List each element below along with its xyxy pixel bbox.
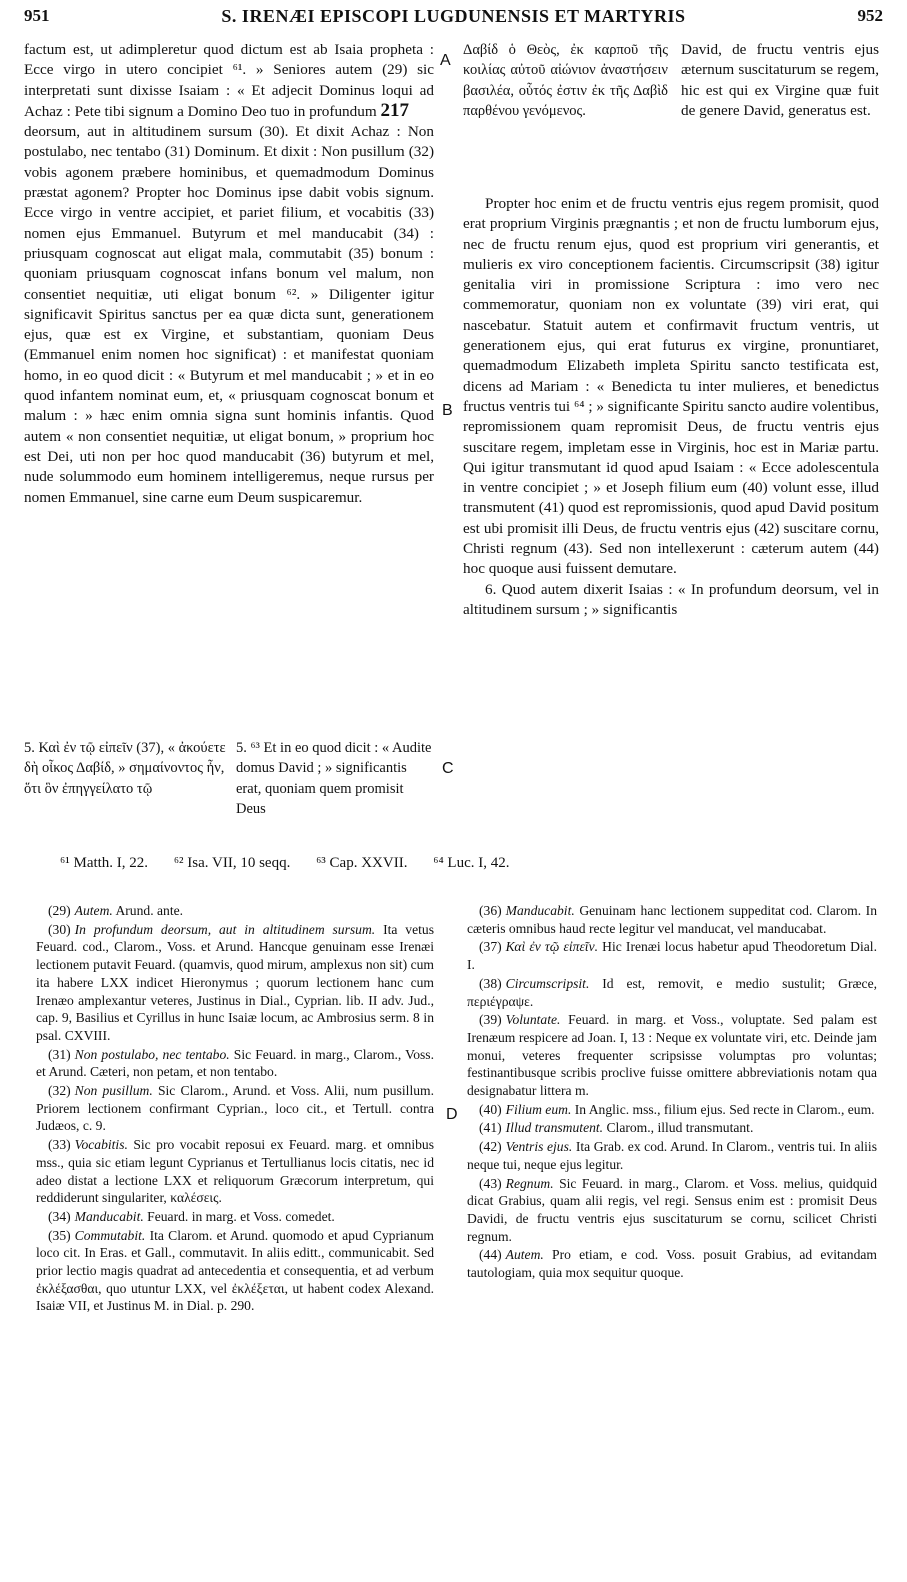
notes-left-column	[36, 902, 434, 1316]
margin-number-217: 217	[380, 99, 409, 121]
main-paragraph-1-cont: deorsum, aut in altitudinem sursum (30). Et dixit Achaz : Non postulabo, nec tentabo (31) Dominum. Et dixit : Non pusillum (32) vobis agonem præbere hominibus, et quemadmodum Dominus præstat agonem? Propter hoc Dominus ipse dabit vobis signum. Ecce virgo in ventre accipiet, et pariet filium, et vocabitis (33) nomen ejus Emmanuel. Butyrum et mel manducabit (34) : priusquam cognoscat aut eligat mala, commutabit (35) bonum : quoniam priusquam cognoscat infans bonum vel malum, non consentiet nequitiæ, uti eligat bonum ⁶². » Diligenter igitur significavit Spiritus sanctus per ea quæ dicta sunt, generationem ejus, quæ est ex Virgine, et substantiam, quoniam Deus (Emmanuel enim nomen hoc significat) : et manifestat quoniam homo, in eo quod dicit : « Butyrum et mel manducabit ; » et in eo quod infantem nominat eum, et, « priusquam cognoscat bonum et malum : » hæc enim omnia signa sunt hominis infantis. Quod autem « non consentiet nequitiæ, ut eligat bonum, » proprium hoc est Dei, uti non per hoc quod manducabit (36) butyrum et mel, nude solummodo eum hominem intelligeremus, neque rursus per nomen Emmanuel, sine carne eum Deum suspicaremur.	[24, 123, 434, 506]
margin-letter-a: A	[440, 52, 451, 69]
footnote: (39) Voluntate. Feuard. in marg. et Voss., voluptate. Sed palam est Irenæum respicere ad Joan. I, 13 : Neque ex voluntate viri, etc. Deinde jam monui, veteres frequenter scripsisse volumptas pro voluntas; festinantibusque scribis proclive fuisse omittere abbreviationis notam qua designabatur littera m.	[467, 1012, 877, 1099]
footnote: (34) Manducabit. Feuard. in marg. et Voss. comedet.	[48, 1208, 335, 1224]
footnote: (31) Non postulabo, nec tentabo. Sic Feuard. in marg., Clarom., Voss. et Arund. Cæteri, non petam, et non tentabo.	[36, 1046, 435, 1080]
right-paragraph-2: 6. Quod autem dixerit Isaias : « In profundum deorsum, vel in altitudinem sursum ; » significantis	[463, 580, 879, 618]
margin-letter-c: C	[442, 760, 454, 777]
footnote: (33) Vocabitis. Sic pro vocabit reposui ex Feuard. marg. et omnibus mss., quia sic etiam legunt Cyprianus et Tertullianus locis citatis, nec id adeo distat a lectione LXX et reliquorum Græcorum interpretum, qui reddiderunt singulariter, καλέσεις.	[36, 1137, 434, 1206]
scripture-references	[60, 855, 860, 872]
reference: ⁶⁴ Luc. I, 42.	[433, 855, 510, 871]
page-number-left: 951	[24, 6, 50, 25]
footnote: (44) Autem. Pro etiam, e cod. Voss. posuit Grabius, ad evitandam tautologiam, quia mox sequitur quoque.	[467, 1247, 877, 1281]
page-number-right: 952	[857, 6, 883, 25]
main-latin-column	[24, 40, 434, 508]
main-paragraph-1: factum est, ut adimpleretur quod dictum est ab Isaia propheta : Ecce virgo in utero concipiet ⁶¹. » Seniores autem (29) sic interpretati sunt dixisse Isaiam : « Et adjecit Dominus loqui ad Achaz : Pete tibi signum a Domino Deo tuo in profundum 217	[24, 41, 434, 121]
footnote: (36) Manducabit. Genuinam hanc lectionem suppeditat cod. Clarom. In cæteris omnibus haud recte legitur vel manducat, vel manducabat.	[467, 903, 877, 936]
footnote: (35) Commutabit. Ita Clarom. et Arund. quomodo et apud Cyprianum loco cit. In Eras. et Gall., commutavit. In aliis editt., communicabit. Sed prior lectio magis quadrat ad antecedentia et consequentia, et ad verbum ἐκλέξασθαι, quo utuntur LXX, vel ἐκλέξεται, ut habent codex Alexand. Isaiæ VII, et Justinus M. in Dial. p. 290.	[36, 1227, 434, 1314]
reference: ⁶² Isa. VII, 10 seqq.	[173, 855, 291, 871]
footnote: (37) Καὶ ἐν τῷ εἰπεῖν. Hic Irenæi locus habetur apud Theodoretum Dial. I.	[467, 939, 877, 973]
footnote: (43) Regnum. Sic Feuard. in marg., Clarom. et Voss. melius, quidquid dicat Grabius, quam alii regis, vel regi. Sensus enim est : promisit Deus Davidi, de fructu ventris ejus suscitaturum se cornu, scilicet Christi regnum.	[467, 1175, 877, 1244]
latin-parallel-column: David, de fructu ventris ejus æternum suscitaturum se regem, hic est qui ex Virgine quæ fuit de genere David, generatus est.	[681, 41, 879, 119]
section-5	[24, 738, 434, 838]
footnote: (32) Non pusillum. Sic Clarom., Arund. et Voss. Alii, num pusillum. Priorem lectionem confirmant Cyprian., loco cit., et Tertull. contra Judæos, c. 9.	[36, 1083, 434, 1134]
right-paragraph-1: Propter hoc enim et de fructu ventris ejus regem promisit, quod erat proprium Virginis prægnantis ; et non de fructu lumborum ejus, nec de fructu renum ejus, quod est proprium viri generantis, et mulieris ex viro conceptionem facientis. Circumscripsit (38) igitur genitalia viri in promissione Scriptura : imo vero nec commemoratur, quoniam non ex voluntate (39) viri erat, qui nascebatur. Statuit autem et confirmavit fructum ventris, ut generationem ejus, qui erat futurus ex virgine, pronuntiaret, quemadmodum Elizabeth impleta Spiritu sancto testificata est, dicens ad Mariam : « Benedicta tu inter mulieres, et benedictus fructus ventris tui ⁶⁴ ; » significante Spiritu sancto audire volentibus, repromissionem quam repromisit Deus, de fructu ventris ejus suscitare regem, impletam esse in Virginis, hoc est in Mariæ partu. Qui igitur transmutant id quod apud Isaiam : « Ecce adolescentula in ventre concipiet ; » et Joseph filium eum (40) volunt esse, illud transmutent (41) quod est repromissionis, quod apud David positum est ubi promisit illi Deus, de fructu ventris ejus (42) suscitare cornu, Christi regnum (43). Sed non intellexerunt : cæterum autem (44) hoc quoque ausi fuissent demutare.	[463, 195, 879, 578]
section-5-greek: 5. Καὶ ἐν τῷ εἰπεῖν (37), « ἀκούετε δὴ οἶκος Δαβίδ, » σημαίνοντος ἦν, ὅτι ὃν ἐπηγγείλατο τῷ	[24, 740, 226, 797]
reference: ⁶¹ Matth. I, 22.	[60, 855, 149, 871]
footnote: (41) Illud transmutent. Clarom., illud transmutant.	[479, 1120, 754, 1136]
footnote: (38) Circumscripsit. Id est, removit, e medio sustulit; Græce, περιέγραψε.	[467, 975, 877, 1009]
running-title: S. IRENÆI EPISCOPI LUGDUNENSIS ET MARTYRIS	[221, 6, 686, 26]
margin-letter-b: B	[442, 402, 453, 419]
right-text-column	[463, 194, 879, 620]
reference: ⁶³ Cap. XXVII.	[316, 855, 408, 871]
running-header	[24, 6, 883, 32]
notes-right-column	[467, 902, 877, 1283]
footnote: (29) Autem. Arund. ante.	[48, 903, 184, 918]
greek-parallel-column: Δαβίδ ὁ Θεὸς, ἐκ καρποῦ τῆς κοιλίας αὐτοῦ αἰώνιον ἀναστήσειν βασιλέα, οὗτός ἐστιν ἐκ τῆς Δαβὶδ παρθένου γενόμενος.	[463, 42, 668, 119]
margin-letter-d: D	[446, 1106, 458, 1123]
footnote: (42) Ventris ejus. Ita Grab. ex cod. Arund. In Clarom., ventris tui. In aliis neque tui, neque ejus legitur.	[467, 1139, 877, 1172]
footnote: (30) In profundum deorsum, aut in altitudinem sursum. Ita vetus Feuard. cod., Clarom., Voss. et Arund. Hancque genuinam esse Irenæi lectionem putavit Feuard. (quamvis, quod mirum, amplexus non sit) cum ita habere LXX indicet Hieronymus ; quorum lectionem hanc cum Irenæo amplexantur veteres, Justinus in Dial., Cyprian. lib. II adv. Jud., cap. 9, Basilius et Cyrillus in hunc Isaiæ locum, ac Ambrosius serm. 8 in psal. CXVIII.	[36, 921, 435, 1043]
footnote: (40) Filium eum. In Anglic. mss., filium ejus. Sed recte in Clarom., eum.	[479, 1101, 875, 1117]
section-5-latin: 5. ⁶³ Et in eo quod dicit : « Audite domus David ; » significantis erat, quoniam quem promisit Deus	[236, 740, 432, 817]
